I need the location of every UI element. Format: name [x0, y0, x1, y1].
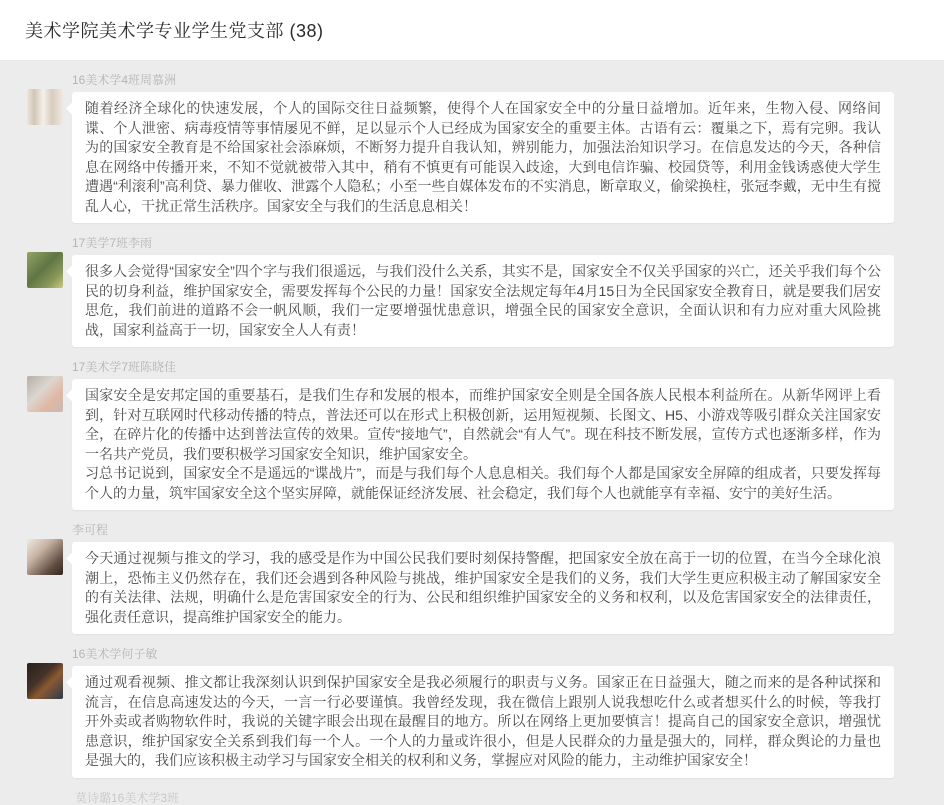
chat-title: 美术学院美术学专业学生党支部 (38) [25, 21, 324, 41]
sender-name: 16美术学何子敏 [72, 647, 158, 661]
message-text: 随着经济全球化的快速发展，个人的国际交往日益频繁，使得个人在国家安全中的分量日益增加。近年来，生物入侵、网络间谍、个人泄密、病毒疫情等事情屡见不鲜，足以显示个人已经成为国家安全的重要主体。古语有云：覆巢之下，焉有完卵。我认为的国家安全教育是不给国家社会添麻烦，不断努力提升自我认知，辨别能力，加强法治知识学习。在信息发达的今天，各种信息在网络中传播开来，不知不觉就被带入其中，稍有不慎更有可能误入歧途，大到电信诈骗、校园贷等，利用金钱诱惑使大学生遭遇“利滚利”高利贷、暴力催收、泄露个人隐私；小至一些自媒体发布的不实消息，断章取义，偷梁换柱，张冠李戴，无中生有搅乱人心，干扰正常生活秩序。国家安全与我们的生活息息相关！ [85, 100, 881, 214]
message-row [27, 236, 916, 347]
user-photo-avatar[interactable] [27, 539, 63, 575]
message-bubble[interactable] [72, 666, 894, 778]
message-bubble[interactable] [72, 379, 894, 510]
sender-name: 17美术学7班陈晓佳 [72, 360, 177, 374]
sender-name: 李可程 [72, 523, 109, 537]
message-text: 今天通过视频与推文的学习，我的感受是作为中国公民我们要时刻保持警醒，把国家安全放在高于一切的位置，在当今全球化浪潮上，恐怖主义仍然存在，我们还会遇到各种风险与挑战，维护国家安全是我们的义务，我们大学生更应积极主动了解国家安全的有关法律、法规，明确什么是危害国家安全的行为、公民和组织维护国家安全的义务和权利，以及危害国家安全的法律责任，强化责任意识，提高维护国家安全的能力。 [85, 550, 881, 625]
message-text: 通过观看视频、推文都让我深刻认识到保护国家安全是我必须履行的职责与义务。国家正在日益强大，随之而来的是各种试探和流言，在信息高速发达的今天，一言一行必要谨慎。我曾经发现，我在微信上跟别人说我想吃什么或者想买什么的时候，等我打开外卖或者购物软件时，我说的关键字眼会出现在最醒目的地方。所以在网络上更加要慎言！提高自己的国家安全意识，增强忧患意识，维护国家安全关系到我们每一个人。一个人的力量或许很小，但是人民群众的力量是强大的，同样，群众舆论的力量也是强大的，我们应该积极主动学习与国家安全相关的权利和义务，掌握应对风险的能力，主动维护国家安全！ [85, 674, 881, 768]
message-bubble[interactable] [72, 255, 894, 347]
sender-name: 17美学7班李雨 [72, 236, 153, 250]
sender-name: 莫诗璐16美术学3班 [75, 790, 180, 805]
message-text: 很多人会觉得“国家安全”四个字与我们很遥远，与我们没什么关系，其实不是，国家安全不仅关乎国家的兴亡，还关乎我们每个公民的切身利益，维护国家安全，需要发挥每个公民的力量！国家安全法规定每年4月15日为全民国家安全教育日，就是要我们居安思危，我们前进的道路不会一帆风顺，我们一定要增强忧患意识，增强全民的国家安全意识，全面认识和有力应对重大风险挑战，国家利益高于一切，国家安全人人有责！ [85, 263, 881, 338]
message-text: 习总书记说到，国家安全不是遥远的“谍战片”，而是与我们每个人息息相关。我们每个人都是国家安全屏障的组成者，只要发挥每个人的力量，筑牢国家安全这个坚实屏障，就能保证经济发展、社会稳定，我们每个人也就能享有幸福、安宁的美好生活。 [85, 465, 881, 501]
user-photo-avatar[interactable] [27, 376, 63, 412]
message-bubble[interactable] [72, 542, 894, 634]
message-row [27, 73, 916, 223]
message-body [72, 73, 894, 223]
user-photo-avatar[interactable] [27, 663, 63, 699]
message-row [27, 360, 916, 510]
message-body [72, 360, 894, 510]
message-body [72, 236, 894, 347]
message-list [0, 61, 944, 805]
chat-header [0, 0, 944, 61]
sender-name: 16美术学4班周慕洲 [72, 73, 177, 87]
message-body [72, 523, 894, 634]
partial-message-row [75, 791, 916, 805]
message-bubble[interactable] [72, 92, 894, 223]
message-row [27, 647, 916, 778]
user-photo-avatar[interactable] [27, 252, 63, 288]
message-body [72, 647, 894, 778]
user-photo-avatar[interactable] [27, 89, 63, 125]
message-row [27, 523, 916, 634]
message-text: 国家安全是安邦定国的重要基石，是我们生存和发展的根本，而维护国家安全则是全国各族人民根本利益所在。从新华网评上看到，针对互联网时代移动传播的特点，普法还可以在形式上积极创新，运用短视频、长图文、H5、小游戏等吸引群众关注国家安全，在碎片化的传播中达到普法宣传的效果。宣传“接地气”，自然就会“有人气”。现在科技不断发展，宣传方式也逐渐多样，作为一名共产党员，我们要积极学习国家安全知识，维护国家安全。 [85, 387, 881, 462]
